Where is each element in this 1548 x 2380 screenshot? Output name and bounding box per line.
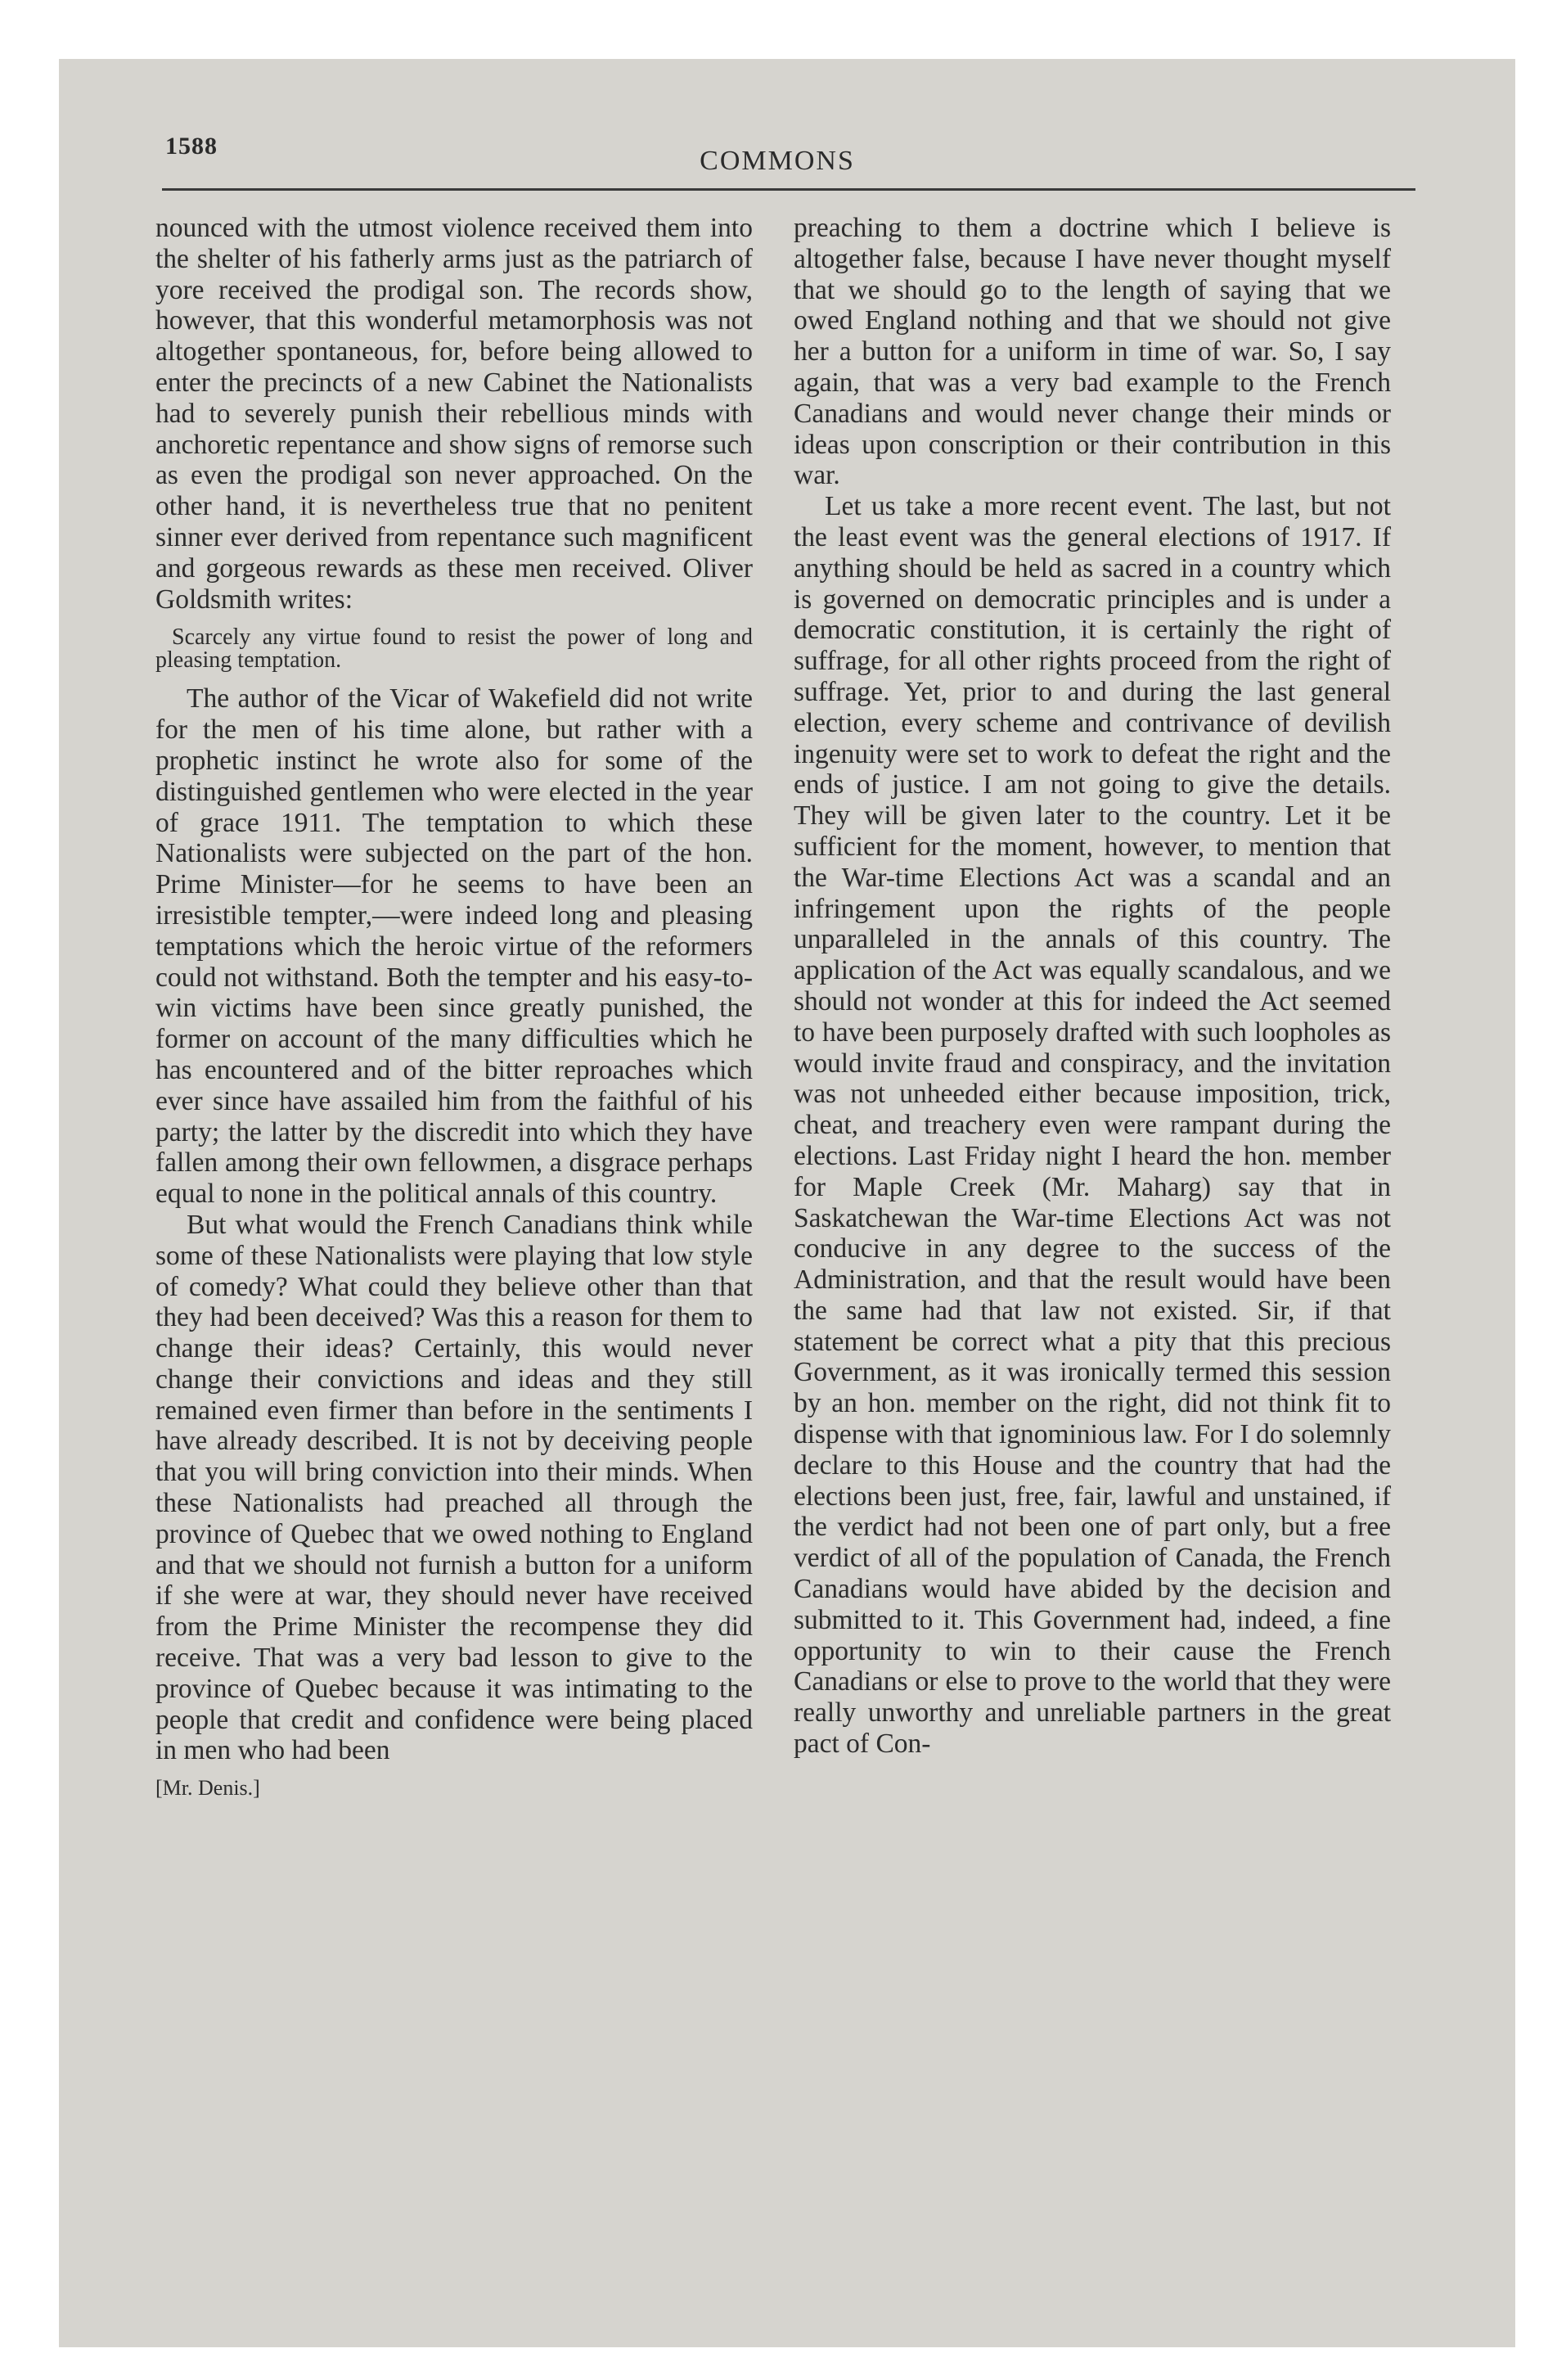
left-paragraph: But what would the French Canadians think while some of these Nationalists were playing that low style of comedy? What could they believe other than that they had been deceived? Was this a reason for them to change their ideas? Certainly, this would never change their convictions and ideas and they still remained even firmer than before in the sentiments I have already described. It is not by deceiving people that you will bring conviction into their minds. When these Nationalists had preached all through the province of Quebec that we owed nothing to England and that we should not furnish a button for a uniform if she were at war, they should never have received from the Prime Minister the recompense they did receive. That was a very bad lesson to give to the province of Quebec because it was intimating to the people that credit and confidence were being placed in men who had been xyxy=(155,1209,753,1766)
running-header: COMMONS xyxy=(700,146,855,176)
right-column xyxy=(794,213,1391,1760)
left-paragraph: The author of the Vicar of Wakefield did not write for the men of his time alone, but rather with a prophetic instinct he wrote also for some of the distinguished gentlemen who were elected in the year of grace 1911. The temptation to which these Nationalists were subjected on the part of the hon. Prime Minister—for he seems to have been an irresistible tempter,—were indeed long and pleasing temptations which the heroic virtue of the reformers could not withstand. Both the tempter and his easy-to-win victims have been since greatly punished, the former on account of the many difficulties which he has encountered and of the bitter reproaches which ever since have assailed him from the faithful of his party; the latter by the discredit into which they have fallen among their own fellowmen, a disgrace perhaps equal to none in the political annals of this country. xyxy=(155,683,753,1210)
speaker-attribution: [Mr. Denis.] xyxy=(155,1776,260,1801)
left-column xyxy=(155,213,753,1804)
block-quote: Scarcely any virtue found to resist the power of long and pleasing temptation. xyxy=(155,624,753,674)
right-paragraph: Let us take a more recent event. The last, but not the least event was the general elections of 1917. If anything should be held as sacred in a country which is governed on democratic principles and is under a democratic constitution, it is certainly the right of suffrage, for all other rights proceed from the right of suffrage. Yet, prior to and during the last general election, every scheme and contrivance of devilish ingenuity were set to work to defeat the right and the ends of justice. I am not going to give the details. They will be given later to the country. Let it be sufficient for the moment, however, to mention that the War-time Elections Act was a scandal and an infringement upon the rights of the people unparalleled in the annals of this country. The application of the Act was equally scandalous, and we should not wonder at this for indeed the Act seemed to have been purposely drafted with such loopholes as would invite fraud and conspiracy, and the invitation was not unheeded either because imposition, trick, cheat, and treachery even were rampant during the elections. Last Friday night I heard the hon. member for Maple Creek (Mr. Maharg) say that in Saskatchewan the War-time Elections Act was not conducive in any degree to the success of the Administration, and that the result would have been the same had that law not existed. Sir, if that statement be correct what a pity that this precious Government, as it was ironically termed this session by an hon. member on the right, did not think fit to dispense with that ignominious law. For I do solemnly declare to this House and the country that had the elections been just, free, fair, lawful and unstained, if the verdict had not been one of part only, but a free verdict of all of the population of Canada, the French Canadians would have abided by the decision and submitted to it. This Government had, indeed, a fine opportunity to win to their cause the French Canadians or else to prove to the world that they were really unworthy and unreliable partners in the great pact of Con- xyxy=(794,491,1391,1760)
hansard-page xyxy=(123,123,1432,2267)
page-number: 1588 xyxy=(165,133,218,160)
left-paragraph: nounced with the utmost violence received them into the shelter of his fatherly arms just as the patriarch of yore received the prodigal son. The records show, however, that this wonderful metamorphosis was not altogether spontaneous, for, before being allowed to enter the precincts of a new Cabinet the Nationalists had to severely punish their rebellious minds with anchoretic repentance and show signs of remorse such as even the prodigal son never approached. On the other hand, it is nevertheless true that no penitent sinner ever derived from repentance such magnificent and gorgeous rewards as these men received. Oliver Goldsmith writes: xyxy=(155,213,753,615)
right-paragraph: preaching to them a doctrine which I believe is altogether false, because I have never thought myself that we should go to the length of saying that we owed England nothing and that we should not give her a button for a uniform in time of war. So, I say again, that was a very bad example to the French Canadians and would never change their minds or ideas upon conscription or their contribution in this war. xyxy=(794,213,1391,491)
header-rule xyxy=(162,188,1415,191)
